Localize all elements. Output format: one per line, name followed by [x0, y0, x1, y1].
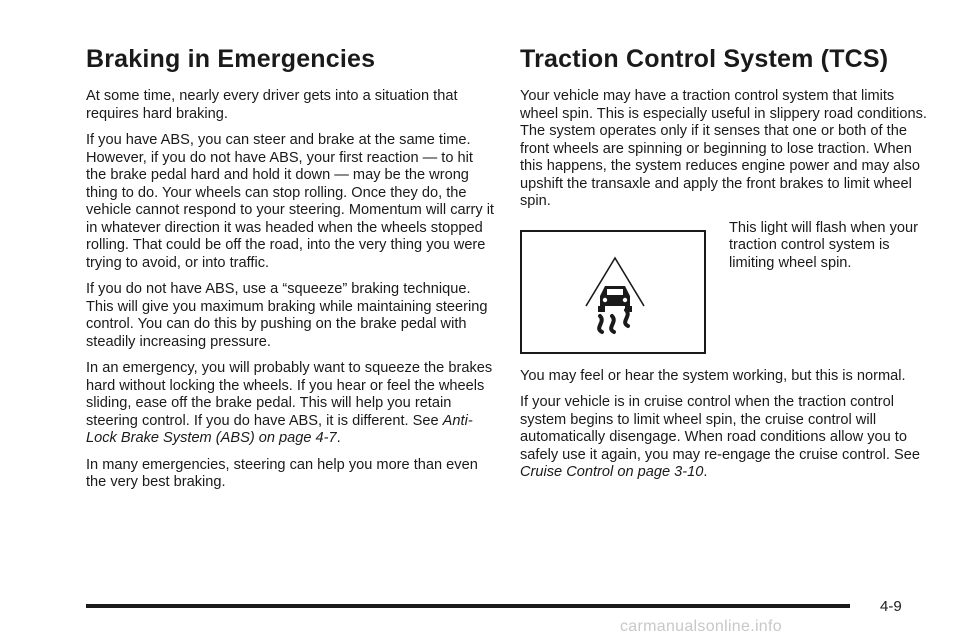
right-column [520, 44, 932, 491]
paragraph: If you do not have ABS, use a “squeeze” braking technique. This will give you maximum braking while maintaining steering control. You can do this by pushing on the brake pedal with steadily increasing pressure. [86, 281, 488, 350]
page-number: 4-9 [880, 598, 902, 615]
abs-cross-reference-link[interactable]: Anti-Lock Brake System (ABS) on page 4-7 [86, 412, 473, 446]
paragraph: Your vehicle may have a traction control system that limits wheel spin. This is especially useful in slippery road conditions. The system operates only if it senses that one or both of the front wheels are spinning or beginning to lose traction. When this happens, the system reduces engine power and may also upshift the transaxle and apply the front brakes to limit wheel spin. [520, 88, 927, 209]
footer-rule [86, 604, 850, 608]
paragraph: If you have ABS, you can steer and brake at the same time. However, if you do not have ABS, your first reaction — to hit the brake pedal hard and hold it down — may be the wrong thing to do. Your wheels can stop rolling. Once they do, the vehicle cannot respond to your steering. Momentum will carry it in whatever direction it was headed when the wheels stopped rolling. That could be off the road, into the very thing you were trying to avoid, or into traffic. [86, 132, 494, 271]
traction-control-warning-icon [580, 252, 650, 336]
paragraph-end: . [336, 430, 341, 446]
paragraph-text: In an emergency, you will probably want to squeeze the brakes hard without locking the wheels. If you hear or feel the wheels sliding, ease off the brake pedal. This will help you retain steering control. If you do have ABS, it is different. See [86, 360, 493, 429]
paragraph: In many emergencies, steering can help you more than even the very best braking. [86, 456, 478, 490]
paragraph [520, 394, 932, 482]
paragraph: At some time, nearly every driver gets into a situation that requires hard braking. [86, 88, 458, 122]
paragraph [86, 360, 494, 448]
tcs-light-caption: This light will flash when your traction control system is limiting wheel spin. [729, 219, 918, 271]
left-column [86, 44, 494, 501]
watermark: carmanualsonline.info [620, 618, 782, 635]
cruise-control-cross-reference-link[interactable]: Cruise Control on page 3-10 [520, 464, 704, 480]
section-title-tcs: Traction Control System (TCS) [520, 45, 889, 73]
tcs-light-frame [520, 230, 706, 354]
paragraph-text: If your vehicle is in cruise control when the traction control system begins to limit wheel spin, the cruise control will automatically disengage. When road conditions allow you to safely use it again, you may re-engage the cruise control. See [520, 394, 920, 463]
tcs-figure [520, 220, 932, 356]
paragraph-end: . [703, 464, 708, 480]
section-title-braking: Braking in Emergencies [86, 45, 376, 73]
paragraph: You may feel or hear the system working, but this is normal. [520, 367, 906, 384]
